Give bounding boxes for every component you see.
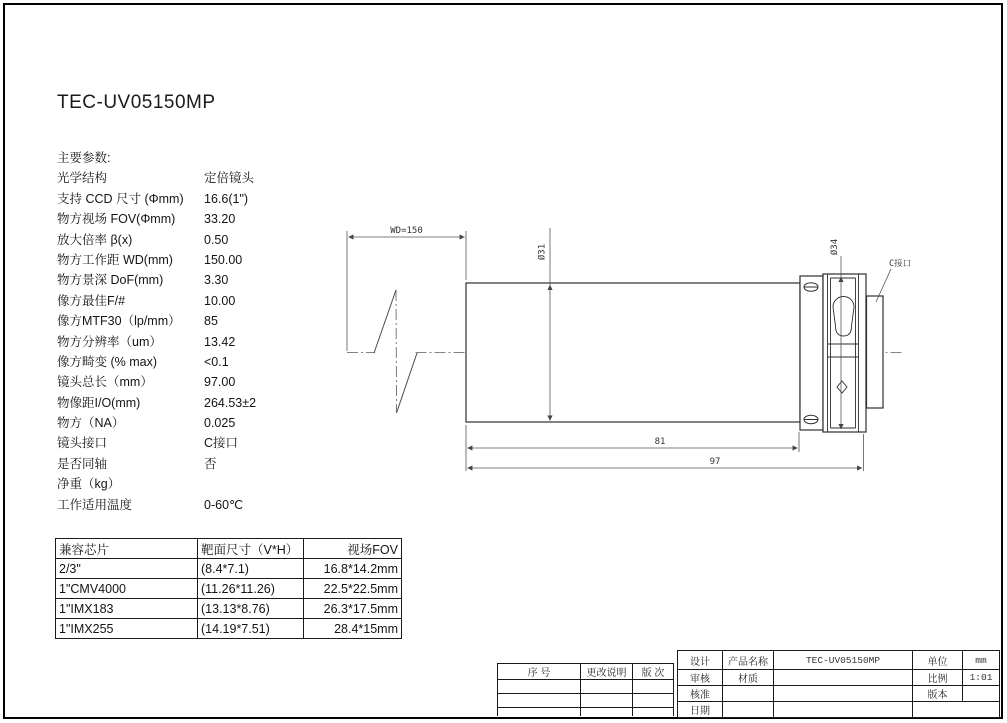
parameter-label: 放大倍率 β(x) <box>57 232 133 247</box>
revision-header: 更改说明 <box>581 664 633 680</box>
title-block-row <box>678 686 1000 702</box>
revision-cell <box>581 694 633 708</box>
title-block-field: 材质 <box>723 670 774 686</box>
product-name-value: TEC-UV05150MP <box>774 651 913 670</box>
parameter-label: 支持 CCD 尺寸 (Φmm) <box>57 191 184 206</box>
revision-cell <box>581 680 633 694</box>
parameter-label: 工作适用温度 <box>57 497 133 512</box>
chip-table-cell: 16.8*14.2mm <box>304 559 402 579</box>
chip-table-header: 视场FOV <box>304 539 402 559</box>
title-block-field <box>723 702 774 718</box>
dim-body-length-label: 81 <box>654 437 666 447</box>
parameter-value: 97.00 <box>204 375 236 390</box>
chip-table-cell: (11.26*11.26) <box>198 579 304 599</box>
parameter-label: 物像距I/O(mm) <box>57 395 141 410</box>
revision-row <box>498 680 674 694</box>
parameter-label: 像方MTF30（lp/mm） <box>57 314 181 329</box>
c-mount-label: C接口 <box>889 259 912 269</box>
parameter-value: 0-60℃ <box>204 497 244 512</box>
dim-front-diameter-label: Ø31 <box>537 243 548 261</box>
parameter-label: 镜头总长（mm） <box>57 375 153 390</box>
dim-working-distance-label: WD=150 <box>390 226 423 236</box>
parameter-value: 150.00 <box>204 252 243 267</box>
chip-table-cell: (14.19*7.51) <box>198 619 304 639</box>
parameter-value: <0.1 <box>204 354 229 369</box>
revision-row <box>498 708 674 717</box>
title-block-label: 审核 <box>678 670 723 686</box>
object-plane-break <box>374 290 417 413</box>
parameter-label: 像方畸变 (% max) <box>57 354 158 369</box>
title-block-field: 产品名称 <box>723 651 774 670</box>
parameter-label: 物方景深 DoF(mm) <box>57 273 164 288</box>
revision-cell <box>633 708 674 717</box>
title-block <box>677 650 1000 718</box>
parameter-value: 16.6(1") <box>204 191 249 206</box>
parameter-value: 13.42 <box>204 334 236 349</box>
title-block-row <box>678 651 1000 670</box>
parameter-label: 是否同轴 <box>57 456 108 471</box>
parameter-label: 物方视场 FOV(Φmm) <box>57 212 176 227</box>
revision-cell <box>498 694 581 708</box>
revision-cell <box>498 708 581 717</box>
parameter-value: 定倍镜头 <box>204 171 255 186</box>
title-block-row <box>678 702 1000 718</box>
title-block-label: 设计 <box>678 651 723 670</box>
revision-header-row <box>498 664 674 680</box>
c-mount-cylinder <box>867 296 884 408</box>
parameter-label: 镜头接口 <box>57 436 108 451</box>
unit-value: mm <box>963 651 1000 670</box>
title-block-label: 单位 <box>913 651 963 670</box>
revision-cell <box>633 694 674 708</box>
parameters-heading: 主要参数: <box>57 151 111 165</box>
front-barrel <box>466 283 800 422</box>
title-block-value <box>774 702 913 718</box>
version-value <box>963 686 1000 702</box>
title-block-label: 比例 <box>913 670 963 686</box>
parameter-value: 264.53±2 <box>204 395 257 410</box>
revision-table-wrap <box>497 663 675 716</box>
parameter-label: 物方工作距 WD(mm) <box>57 252 173 267</box>
chip-table-header: 靶面尺寸（V*H） <box>198 539 304 559</box>
parameter-label: 净重（kg） <box>57 477 121 492</box>
revision-cell <box>498 680 581 694</box>
parameter-value: 10.00 <box>204 293 236 308</box>
chip-table-cell: 2/3" <box>56 559 198 579</box>
parameter-label: 物方（NA） <box>57 416 125 431</box>
title-block-field <box>723 686 774 702</box>
chip-table-cell: (13.13*8.76) <box>198 599 304 619</box>
page-title: TEC-UV05150MP <box>57 92 216 113</box>
revision-cell <box>581 708 633 717</box>
chip-table-cell: 28.4*15mm <box>304 619 402 639</box>
scale-value: 1:01 <box>963 670 1000 686</box>
chip-table-cell: 1"IMX255 <box>56 619 198 639</box>
parameter-value: C接口 <box>204 436 239 451</box>
chip-table-cell: 1"IMX183 <box>56 599 198 619</box>
material-value <box>774 670 913 686</box>
revision-cell <box>633 680 674 694</box>
title-block-row <box>678 670 1000 686</box>
parameter-label: 光学结构 <box>57 171 108 186</box>
dim-total-length-label: 97 <box>709 457 721 467</box>
title-block-merged-cell <box>913 702 1000 718</box>
chip-table-cell: (8.4*7.1) <box>198 559 304 579</box>
title-block-label: 核准 <box>678 686 723 702</box>
parameter-value: 否 <box>204 456 217 471</box>
dim-rear-diameter-label: Ø34 <box>830 238 840 256</box>
parameter-value: 0.50 <box>204 232 229 247</box>
parameter-value: 85 <box>204 314 218 329</box>
flange-ring <box>800 276 823 430</box>
chip-table-cell: 26.3*17.5mm <box>304 599 402 619</box>
title-block-value <box>774 686 913 702</box>
title-block-label: 版本 <box>913 686 963 702</box>
revision-row <box>498 694 674 708</box>
parameter-value: 3.30 <box>204 273 229 288</box>
revision-table <box>497 663 674 716</box>
chip-table-cell: 1"CMV4000 <box>56 579 198 599</box>
revision-header: 序 号 <box>498 664 581 680</box>
parameter-label: 物方分辨率（um） <box>57 334 162 349</box>
lens-outline <box>466 274 883 432</box>
revision-header: 版 次 <box>633 664 674 680</box>
title-block-label: 日期 <box>678 702 723 718</box>
parameter-value: 33.20 <box>204 212 236 227</box>
parameter-label: 像方最佳F/# <box>57 293 126 308</box>
parameter-value: 0.025 <box>204 416 236 431</box>
thumbscrew-slot <box>833 297 854 337</box>
chip-table-cell: 22.5*22.5mm <box>304 579 402 599</box>
chip-table-header: 兼容芯片 <box>56 539 198 559</box>
